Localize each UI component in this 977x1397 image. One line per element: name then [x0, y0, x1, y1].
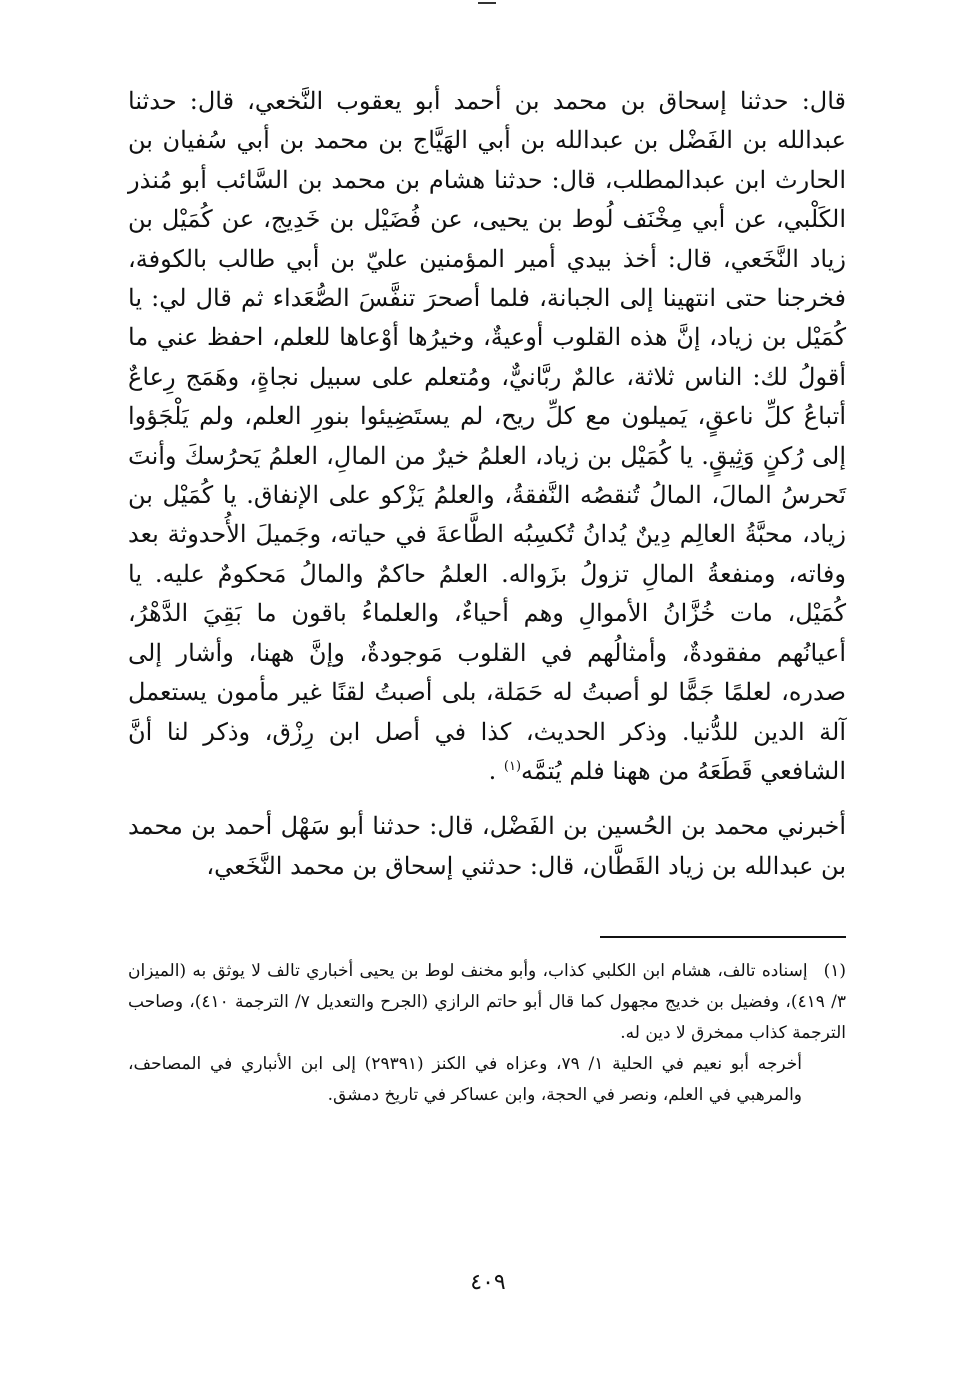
- footnote-continuation: أخرجه أبو نعيم في الحلية ١/ ٧٩، وعزاه في الكنز (٢٩٣٩١) إلى ابن الأنباري في المصاحف، والمرهبي في العلم، ونصر في الحجة، وابن عساكر في تاريخ دمشق.: [128, 1054, 802, 1105]
- footnotes: [128, 956, 846, 1111]
- main-text: [128, 82, 846, 886]
- page-number: ٤٠٩: [470, 1270, 506, 1295]
- paragraph-text: قال: حدثنا إسحاق بن محمد بن أحمد أبو يعقوب النَّخعي، قال: حدثنا عبدالله بن الفَضْل بن عبدالله بن أبي الهَيَّاج بن محمد بن أبي سُفيان بن الحارث ابن عبدالمطلب، قال: حدثنا هشام بن محمد بن السَّائب أبو مُنذر الكَلْبي، عن أبي مِخْنَف لُوط بن يحيى، عن فُضَيْل بن خَدِيج، عن كُمَيْل بن زياد النَّخَعي، قال: أخذ بيدي أمير المؤمنين عليّ بن أبي طالب بالكوفة، فخرجنا حتى انتهينا إلى الجبانة، فلما أصحرَ تنفَّسَ الصُّعَداء ثم قال لي: يا كُمَيْل بن زياد، إنَّ هذه القلوب أوعيةٌ، وخيرُها أوْعاها للعلم، احفظ عني ما أقولُ لك: الناس ثلاثة، عالمٌ ربَّانيٌّ، ومُتعلم على سبيل نجاةٍ، وهَمَج رِعاعٌ أتباعُ كلِّ ناعقٍ، يَميلون مع كلِّ ريح، لم يستَضِيئوا بنورِ العلم، ولم يَلْجَؤوا إلى رُكنٍ وَثِيقٍ. يا كُمَيْل بن زياد، العلمُ خيرٌ من المالِ، العلمُ يَحرُسكَ وأنتَ تَحرسُ المالَ، المالُ تُنقصُه النَّفقةُ، والعلمُ يَزْكو على الإنفاق. يا كُمَيْل بن زياد، محبَّةُ العالِم دِينٌ يُدانُ تُكسِبُه الطَّاعةَ في حياته، وجَميلَ الأُحدوثة بعد وفاته، ومنفعةُ المالِ تزولُ بزَواله. العلمُ حاكمٌ والمالُ مَحكومٌ عليه. يا كُمَيْل، مات خُزَّانُ الأموالِ وهم أحياءٌ، والعلماءُ باقون ما بَقِيَ الدَّهْرُ، أعيانُهم مفقودةٌ، وأمثالُهم في القلوب مَوجودةٌ، وإنَّ ههنا، وأشار إلى صدره، لعلمًا جَمًّا لو أصبتُ له حَمَلة، بلى أصبتُ لقنًا غير مأمون يستعمل آلة الدين للدُّنيا. وذكر الحديث، كذا في أصل ابن رِزْق، وذكر لنا أنَّ الشافعي قَطَعَهُ من ههنا فلم يُتمَّه: [128, 87, 847, 785]
- paragraph-end: .: [488, 756, 504, 785]
- footnote-number: (١): [823, 961, 846, 981]
- paragraph: [128, 82, 846, 791]
- paragraph-text: أخبرني محمد بن الحُسين بن الفَضْل، قال: حدثنا أبو سَهْل أحمد بن محمد بن عبدالله بن زياد القَطَّان، قال: حدثني إسحاق بن محمد النَّخَعي،: [128, 812, 846, 880]
- footnote-text: إسناده تالف، هشام ابن الكلبي كذاب، وأبو مخنف لوط بن يحيى أخباري تالف لا يوثق به (الميزان ٣/ ٤١٩)، وفضيل بن خديج مجهول كما قال أبو حاتم الرازي (الجرح والتعديل ٧/ الترجمة ٤١٠)، وصاحب الترجمة كذاب ممخرق لا دين له.: [128, 961, 846, 1043]
- footnote-separator: [600, 936, 846, 938]
- page-top-mark: [478, 2, 496, 4]
- footnote-reference: (١): [503, 758, 522, 774]
- footnote: [128, 956, 846, 1049]
- paragraph: [128, 807, 846, 886]
